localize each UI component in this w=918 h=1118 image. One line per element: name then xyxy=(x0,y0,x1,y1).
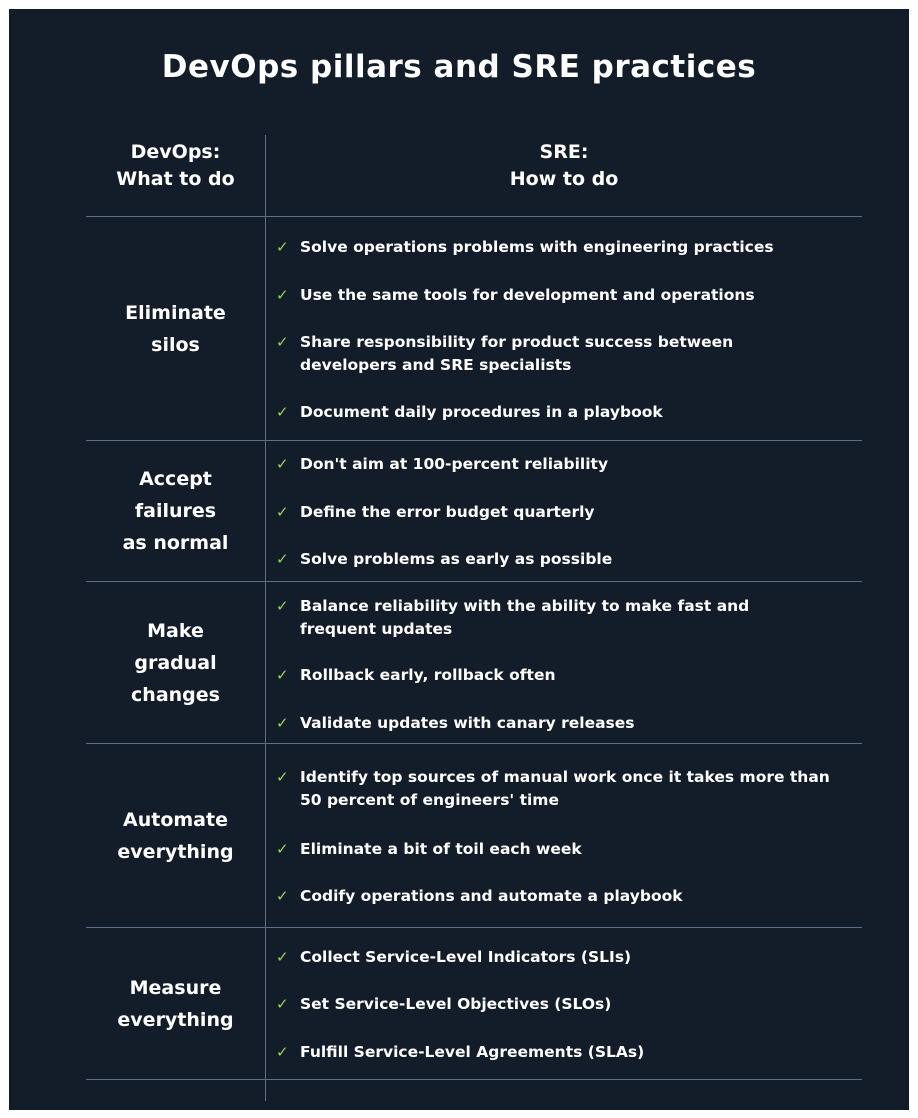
pillar-label-line: failures xyxy=(134,500,217,522)
practice-text: Validate updates with canary releases xyxy=(300,714,635,732)
sre-header-line-2: How to do xyxy=(509,168,619,190)
devops-column-header xyxy=(86,139,265,193)
practice-text: Rollback early, rollback often xyxy=(300,666,556,684)
check-mark-icon: ✓ xyxy=(276,550,289,568)
pillar-automate-everything xyxy=(86,744,265,927)
check-mark-icon: ✓ xyxy=(276,597,289,615)
pillar-measure-everything xyxy=(86,928,265,1079)
practice-text: Document daily procedures in a playbook xyxy=(300,403,663,421)
check-mark-icon: ✓ xyxy=(276,840,289,858)
pillar-label-line: Eliminate xyxy=(125,301,226,324)
check-mark-icon: ✓ xyxy=(276,455,289,473)
pillar-label-line: silos xyxy=(151,333,200,356)
pillar-label-line: Make xyxy=(147,619,204,642)
check-mark-icon: ✓ xyxy=(276,666,289,684)
check-mark-icon: ✓ xyxy=(276,238,289,256)
column-divider xyxy=(265,135,266,1101)
practice-item xyxy=(276,1041,866,1064)
check-mark-icon: ✓ xyxy=(276,286,289,304)
practice-text: Identify top sources of manual work once it takes more than 50 percent of engineers' time xyxy=(300,768,830,809)
check-mark-icon: ✓ xyxy=(276,714,289,732)
practice-item xyxy=(276,548,866,571)
practice-item xyxy=(276,993,866,1016)
pillar-label-line: Measure xyxy=(129,976,222,999)
pillar-label-line: everything xyxy=(117,1008,234,1031)
practice-text: Codify operations and automate a playbook xyxy=(300,887,683,905)
practice-item xyxy=(276,885,866,908)
practice-item xyxy=(276,946,866,969)
practice-text: Fulfill Service-Level Agreements (SLAs) xyxy=(300,1043,645,1061)
devops-header-line-1: DevOps: xyxy=(130,141,221,163)
practice-text: Eliminate a bit of toil each week xyxy=(300,840,582,858)
sre-header-line-1: SRE: xyxy=(539,141,589,163)
pillar-label-line: gradual xyxy=(134,651,217,674)
sre-column-header xyxy=(266,139,862,193)
practice-item xyxy=(276,331,796,377)
practice-item xyxy=(276,501,866,524)
check-mark-icon: ✓ xyxy=(276,403,289,421)
pillar-label-line: Automate xyxy=(123,808,228,831)
practice-text: Collect Service-Level Indicators (SLIs) xyxy=(300,948,632,966)
practice-item xyxy=(276,401,866,424)
practice-item xyxy=(276,595,801,641)
devops-header-line-2: What to do xyxy=(116,168,235,190)
practice-text: Solve problems as early as possible xyxy=(300,550,613,568)
row-divider xyxy=(86,1079,862,1080)
check-mark-icon: ✓ xyxy=(276,948,289,966)
pillar-label-line: changes xyxy=(131,683,220,706)
check-mark-icon: ✓ xyxy=(276,1043,289,1061)
check-mark-icon: ✓ xyxy=(276,333,289,351)
practice-item xyxy=(276,838,866,861)
pillar-eliminate-silos xyxy=(86,217,265,440)
practice-text: Share responsibility for product success between developers and SRE specialists xyxy=(300,333,734,374)
practice-text: Set Service-Level Objectives (SLOs) xyxy=(300,995,612,1013)
practice-item xyxy=(276,453,866,476)
practice-text: Don't aim at 100-percent reliability xyxy=(300,455,609,473)
pillar-label-line: Accept xyxy=(139,468,212,490)
pillar-label-line: as normal xyxy=(122,532,229,554)
practice-item xyxy=(276,236,866,259)
pillar-label-line: everything xyxy=(117,840,234,863)
practice-text: Solve operations problems with engineering practices xyxy=(300,238,774,256)
check-mark-icon: ✓ xyxy=(276,995,289,1013)
practice-text: Balance reliability with the ability to make fast and frequent updates xyxy=(300,597,750,638)
practice-text: Define the error budget quarterly xyxy=(300,503,595,521)
practice-item xyxy=(276,766,856,812)
practice-text: Use the same tools for development and operations xyxy=(300,286,755,304)
pillar-accept-failures xyxy=(86,441,265,581)
diagram-panel xyxy=(9,9,909,1110)
practice-item xyxy=(276,284,866,307)
check-mark-icon: ✓ xyxy=(276,503,289,521)
practice-item xyxy=(276,664,866,687)
diagram-title: DevOps pillars and SRE practices xyxy=(161,49,757,85)
check-mark-icon: ✓ xyxy=(276,887,289,905)
practice-item xyxy=(276,712,866,735)
pillar-make-gradual-changes xyxy=(86,582,265,743)
check-mark-icon: ✓ xyxy=(276,768,289,786)
